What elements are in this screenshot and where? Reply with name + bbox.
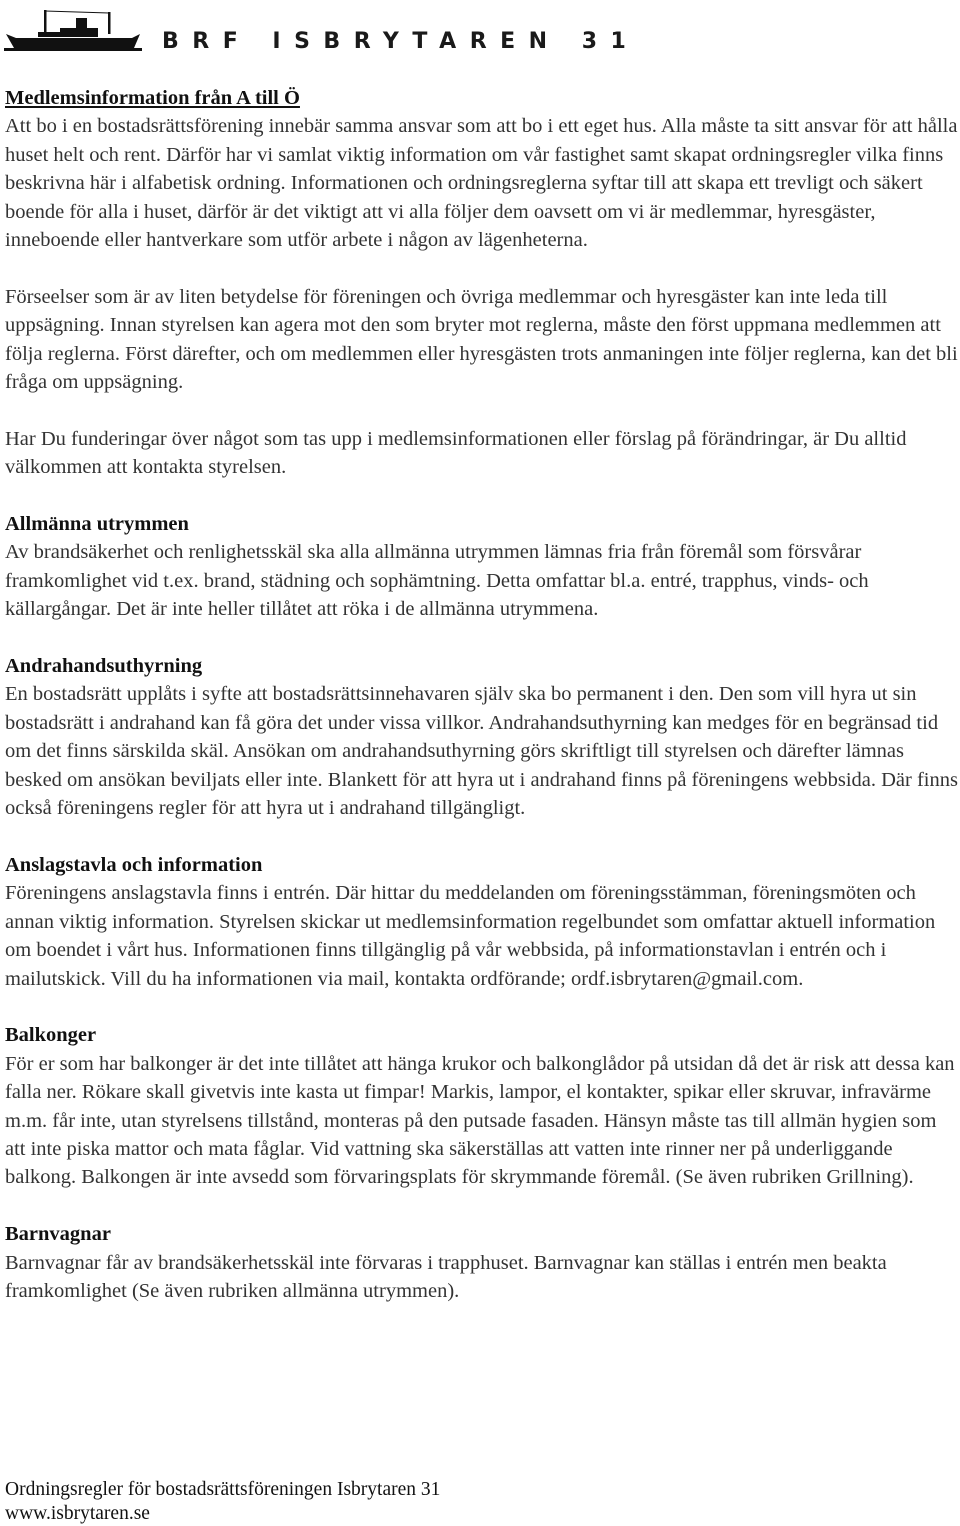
section-heading: Andrahandsuthyrning: [5, 655, 203, 678]
page-footer: [5, 1478, 440, 1526]
page-header: [0, 0, 960, 60]
paragraph: Föreningens anslagstavla finns i entrén. Där hittar du meddelanden om föreningsstämman, föreningsmöten och annan viktig information. Styrelsen skickar ut medlemsinformation regelbundet som omfattar aktuell information om boendet i vårt hus. Informationen finns tillgänglig på vår webbsida, på informationstavlan i entrén och i mailutskick. Vill du ha informationen via mail, kontakta ordförande; ordf.isbrytaren@gmail.com.: [5, 882, 936, 990]
section-anslagstavla: [5, 851, 958, 993]
section-balkonger: [5, 1021, 958, 1191]
paragraph: Att bo i en bostadsrättsförening innebär samma ansvar som att bo i ett eget hus. Alla måste ta sitt ansvar för att hålla huset helt och rent. Därför har vi samlat viktig information om vår fastighet samt skapat ordningsregler vilka finns beskrivna här i alfabetisk ordning. Informationen och ordningsreglerna syftar till att skapa ett trevligt och säkert boende för alla i huset, därför är det viktigt att vi alla följer dem oavsett om vi är medlemmar, hyresgäster, inneboende eller hantverkare som utför arbete i någon av lägenheterna.: [5, 115, 958, 252]
section-andrahandsuthyrning: [5, 652, 958, 822]
section-heading: Allmänna utrymmen: [5, 513, 189, 536]
paragraph: Har Du funderingar över något som tas upp i medlemsinformationen eller förslag på förändringar, är Du alltid välkommen att kontakta styrelsen.: [5, 427, 907, 479]
section-heading: Barnvagnar: [5, 1223, 111, 1246]
icebreaker-ship-icon: [4, 4, 142, 56]
brand-name: BRF ISBRYTAREN 31: [162, 29, 640, 54]
footer-document-name: Ordningsregler för bostadsrättsföreningen Isbrytaren 31: [5, 1479, 441, 1500]
document-body: [5, 84, 958, 1334]
section-barnvagnar: [5, 1220, 958, 1305]
paragraph: Av brandsäkerhet och renlighetsskäl ska alla allmänna utrymmen lämnas fria från föremål som försvårar framkomlighet vid t.ex. brand, städning och sophämtning. Detta omfattar bl.a. entré, trapphus, vinds- och källargångar. Det är inte heller tillåtet att röka i de allmänna utrymmena.: [5, 541, 869, 621]
section-heading: Balkonger: [5, 1024, 97, 1047]
paragraph: Barnvagnar får av brandsäkerhetsskäl inte förvaras i trapphuset. Barnvagnar kan ställas i entrén men beakta framkomlighet (Se även rubriken allmänna utrymmen).: [5, 1251, 887, 1302]
section-heading: Anslagstavla och information: [5, 853, 263, 876]
paragraph: För er som har balkonger är det inte tillåtet att hänga krukor och balkonglådor på utsidan då det är risk att dessa kan falla ner. Rökare skall givetvis inte kasta ut fimpar! Markis, lampor, el kontakter, spikar eller skruvar, infravärme m.m. får inte, utan styrelsens tillstånd, monteras på den putsade fasaden. Hänsyn måste tas till allmän hygien som att inte piska mattor och mata fåglar. Vid vattning ska säkerställas att vatten inte rinner ner på underliggande balkong. Balkongen är inte avsedd som förvaringsplats för skrymmande föremål. (Se även rubriken Grillning).: [5, 1052, 955, 1189]
paragraph: En bostadsrätt upplåts i syfte att bostadsrättsinnehavaren själv ska bo permanent i den. Den som vill hyra ut sin bostadsrätt i andrahand kan få göra det under vissa villkor. Andrahandsuthyrning kan medges för en begränsad tid om det finns särskilda skäl. Ansökan om andrahandsuthyrning görs skriftligt till styrelsen och därefter lämnas besked om ansökan beviljats eller inte. Blankett för att hyra ut i andrahand finns på föreningens webbsida. Där finns också föreningens regler för att hyra ut i andrahand tillgängligt.: [5, 683, 958, 820]
document-title: Medlemsinformation från A till Ö: [5, 87, 300, 109]
section-allmanna-utrymmen: [5, 510, 958, 624]
section-medlemsinformation: [5, 84, 958, 482]
paragraph: Förseelser som är av liten betydelse för föreningen och övriga medlemmar och hyresgäster kan inte leda till uppsägning. Innan styrelsen kan agera mot den som bryter mot reglerna, måste den först uppmana medlemmen att följa reglerna. Först därefter, och om medlemmen eller hyresgästen trots anmaningen inte följer reglerna, kan det bli fråga om uppsägning.: [5, 285, 958, 394]
footer-website: www.isbrytaren.se: [5, 1503, 150, 1524]
